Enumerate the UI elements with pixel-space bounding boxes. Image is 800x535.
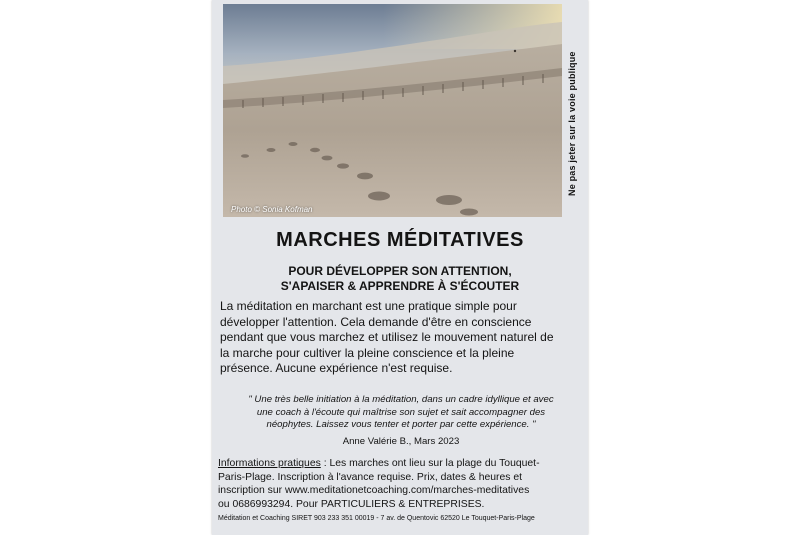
practical-info-line: Paris-Plage. Inscription à l'avance requise. Prix, dates & heures et [218,471,523,483]
beach-footprints-image [223,4,562,217]
testimonial-line: néophytes. Laissez vous tenter et porter par cette expérience. " [266,419,536,430]
description-line: développer l'attention. Cela demande d'être en conscience [220,314,532,329]
subtitle-line: S'APAISER & APPRENDRE À S'ÉCOUTER [280,279,520,293]
description-line: La méditation en marchant est une pratique simple pour [220,299,517,313]
practical-info [218,457,586,511]
practical-info-text: : Les marches ont lieu sur la plage du Touquet- [320,458,540,469]
practical-info-line: ou 0686993294. Pour PARTICULIERS & ENTREPRISES. [218,498,485,510]
flyer-card [212,0,588,535]
flyer-subtitle [212,264,588,294]
subtitle-line: POUR DÉVELOPPER SON ATTENTION, [288,264,512,278]
do-not-litter-note: Ne pas jeter sur la voie publique [567,51,577,196]
practical-info-line [218,457,586,471]
photo-credit: Photo © Sonia Kofman [231,205,313,214]
description-paragraph [220,299,586,377]
description-line: présence. Aucune expérience n'est requise. [220,361,453,375]
legal-footer: Méditation et Coaching SIRET 903 233 351 00019 - 7 av. de Quentovic 62520 Le Touquet-Paris-Plage [218,515,535,522]
testimonial-author: Anne Valérie B., Mars 2023 [342,436,460,447]
description-line: pendant que vous marchez et utilisez le mouvement naturel de [220,330,554,344]
practical-info-line: inscription sur www.meditationetcoaching.com/marches-meditatives [218,485,530,496]
practical-info-label: Informations pratiques [218,458,321,469]
testimonial-quote [226,394,576,432]
flyer-title: MARCHES MÉDITATIVES [276,229,524,251]
beach-photo [223,4,562,217]
testimonial-line: une coach à l'écoute qui maîtrise son sujet et sait accompagner des [256,406,546,418]
description-line: la marche pour cultiver la pleine conscience et la pleine [220,345,515,360]
testimonial-line: " Une très belle initiation à la méditation, dans un cadre idyllique et avec [248,394,554,405]
